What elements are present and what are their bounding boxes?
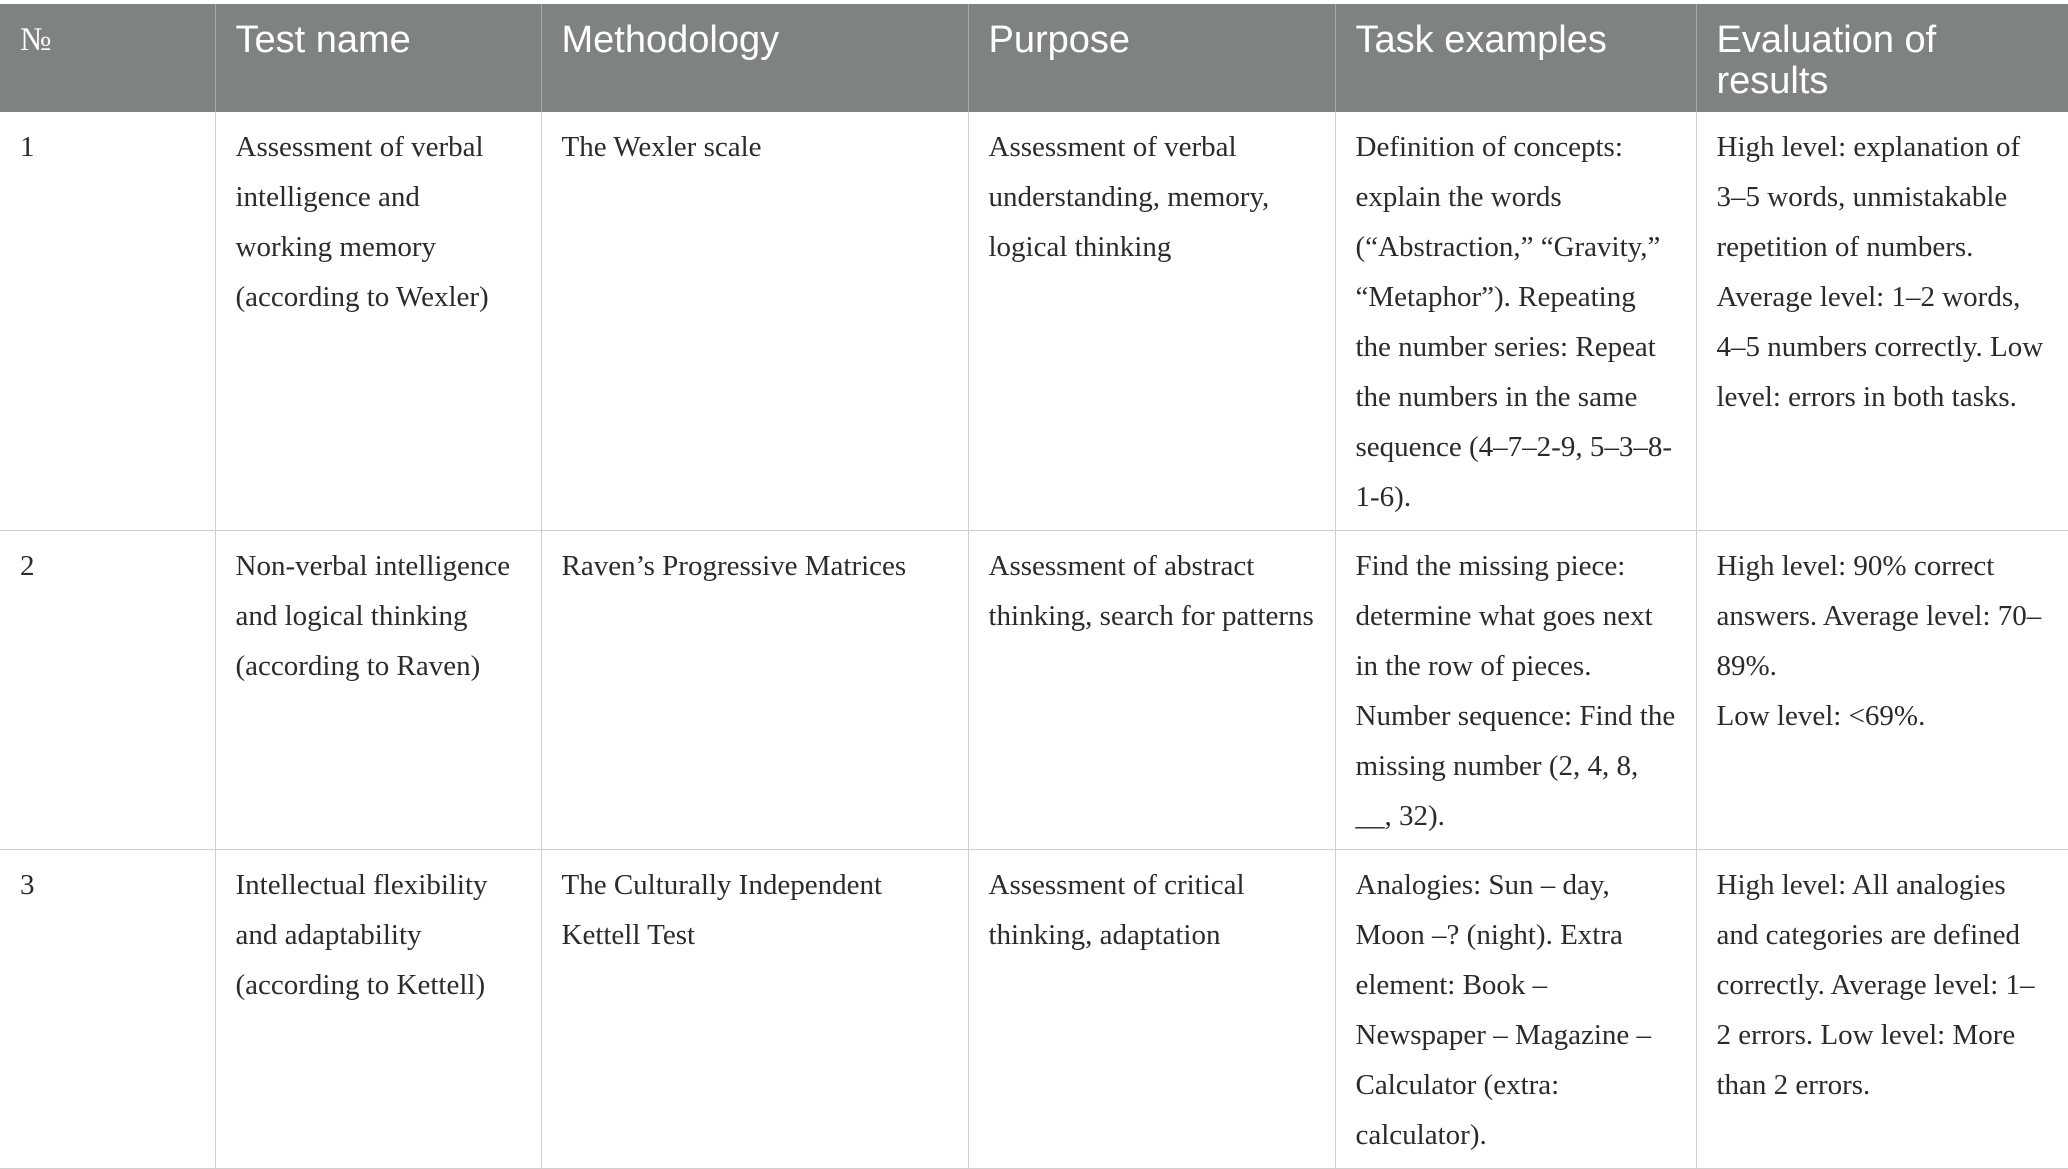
cell-evaluation: High level: explanation of 3–5 words, unmistakable repetition of numbers. Average level: 1–2 words, 4–5 numbers correctly. Low level: errors in both tasks. [1696, 112, 2068, 531]
cell-task-examples: Analogies: Sun – day, Moon –? (night). Extra element: Book – Newspaper – Magazine – Calculator (extra: calculator). [1335, 850, 1696, 1169]
cell-task-examples: Definition of concepts: explain the words (“Abstraction,” “Gravity,” “Metaphor”). Repeating the number series: Repeat the numbers in the same sequence (4–7–2-9, 5–3–8-1-6). [1335, 112, 1696, 531]
table-row [0, 531, 2068, 850]
methods-table-container [0, 4, 2068, 1169]
cell-methodology: The Culturally Independent Kettell Test [541, 850, 968, 1169]
cell-methodology: The Wexler scale [541, 112, 968, 531]
cell-purpose: Assessment of verbal understanding, memory, logical thinking [968, 112, 1335, 531]
header-methodology: Methodology [541, 4, 968, 112]
cell-number: 3 [0, 850, 215, 1169]
cell-test-name: Assessment of verbal intelligence and working memory (according to Wexler) [215, 112, 541, 531]
cell-number: 2 [0, 531, 215, 850]
cell-number: 1 [0, 112, 215, 531]
cell-task-examples: Find the missing piece: determine what goes next in the row of pieces. Number sequence: Find the missing number (2, 4, 8, __, 32). [1335, 531, 1696, 850]
table-row [0, 850, 2068, 1169]
evaluation-line: Low level: <69%. [1716, 700, 1926, 732]
table-row [0, 112, 2068, 531]
table-header [0, 4, 2068, 112]
cell-test-name: Intellectual flexibility and adaptability (according to Kettell) [215, 850, 541, 1169]
cell-evaluation [1696, 531, 2068, 850]
header-evaluation: Evaluation of results [1696, 4, 2068, 112]
header-purpose: Purpose [968, 4, 1335, 112]
evaluation-line: High level: 90% correct answers. Average level: 70–89%. [1716, 550, 2042, 682]
cell-purpose: Assessment of critical thinking, adaptation [968, 850, 1335, 1169]
cell-purpose: Assessment of abstract thinking, search for patterns [968, 531, 1335, 850]
cell-test-name: Non-verbal intelligence and logical thinking (according to Raven) [215, 531, 541, 850]
cell-evaluation: High level: All analogies and categories are defined correctly. Average level: 1–2 errors. Low level: More than 2 errors. [1696, 850, 2068, 1169]
header-task-examples: Task examples [1335, 4, 1696, 112]
header-row [0, 4, 2068, 112]
methods-table [0, 4, 2068, 1169]
header-test-name: Test name [215, 4, 541, 112]
header-number: № [0, 4, 215, 112]
cell-methodology: Raven’s Progressive Matrices [541, 531, 968, 850]
table-body [0, 112, 2068, 1169]
